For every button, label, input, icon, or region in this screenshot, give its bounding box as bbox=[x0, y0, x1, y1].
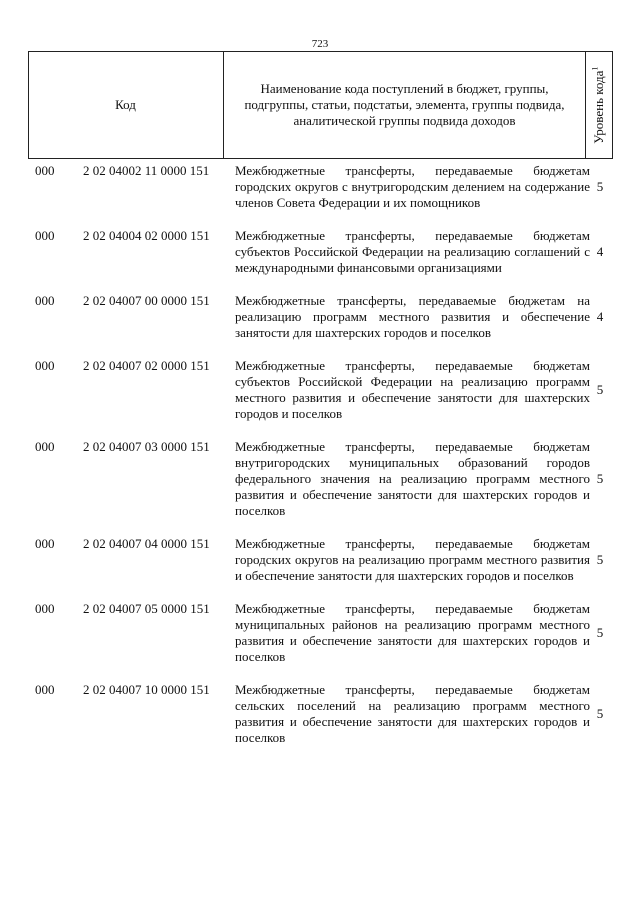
revenue-name: Межбюджетные трансферты, передаваемые бюджетам на реализацию программ местного развития и обеспечение занятости для шахтерских городов и поселков bbox=[235, 293, 590, 340]
table-row bbox=[28, 228, 613, 276]
revenue-code: 2 02 04007 05 0000 151 bbox=[83, 601, 210, 616]
revenue-code: 2 02 04007 03 0000 151 bbox=[83, 439, 210, 454]
admin-code: 000 bbox=[35, 601, 55, 616]
table-row bbox=[28, 439, 613, 519]
revenue-name: Межбюджетные трансферты, передаваемые бюджетам внутригородских муниципальных образований городов федерального значения на реализацию программ местного развития и обеспечение занятости для шахтерских городов и поселков bbox=[235, 439, 590, 518]
revenue-code: 2 02 04007 02 0000 151 bbox=[83, 358, 210, 373]
code-level: 4 bbox=[596, 309, 604, 324]
admin-code: 000 bbox=[35, 293, 55, 308]
revenue-code: 2 02 04007 04 0000 151 bbox=[83, 536, 210, 551]
revenue-code: 2 02 04007 10 0000 151 bbox=[83, 682, 210, 697]
revenue-name: Межбюджетные трансферты, передаваемые бюджетам сельских поселений на реализацию программ местного развития и обеспечение занятости для шахтерских городов и поселков bbox=[235, 682, 590, 745]
header-name: Наименование кода поступлений в бюджет, группы, подгруппы, статьи, подстатьи, элемента, группы подвида, аналитической группы подвида доходов bbox=[244, 81, 565, 128]
revenue-name: Межбюджетные трансферты, передаваемые бюджетам городских округов на реализацию программ местного развития и обеспечение занятости для шахтерских городов и поселков bbox=[235, 536, 590, 583]
admin-code: 000 bbox=[35, 358, 55, 373]
code-level: 5 bbox=[596, 382, 604, 397]
table-row bbox=[28, 358, 613, 422]
code-level: 5 bbox=[596, 706, 604, 721]
revenue-name: Межбюджетные трансферты, передаваемые бюджетам городских округов с внутригородским делением на содержание членов Совета Федерации и их помощников bbox=[235, 163, 590, 210]
code-level: 4 bbox=[596, 244, 604, 259]
admin-code: 000 bbox=[35, 682, 55, 697]
revenue-name: Межбюджетные трансферты, передаваемые бюджетам субъектов Российской Федерации на реализацию соглашений с международными финансовыми организациями bbox=[235, 228, 590, 275]
table-row bbox=[28, 682, 613, 746]
code-level: 5 bbox=[596, 625, 604, 640]
table-row bbox=[28, 163, 613, 211]
admin-code: 000 bbox=[35, 228, 55, 243]
table-row bbox=[28, 536, 613, 584]
table-header bbox=[28, 51, 613, 159]
header-level-footnote: 1 bbox=[590, 66, 600, 71]
admin-code: 000 bbox=[35, 163, 55, 178]
code-level: 5 bbox=[596, 552, 604, 567]
revenue-code: 2 02 04007 00 0000 151 bbox=[83, 293, 210, 308]
page-number: 723 bbox=[311, 38, 329, 50]
table-row bbox=[28, 601, 613, 665]
admin-code: 000 bbox=[35, 439, 55, 454]
revenue-name: Межбюджетные трансферты, передаваемые бюджетам муниципальных районов на реализацию программ местного развития и обеспечение занятости для шахтерских городов и поселков bbox=[235, 601, 590, 664]
revenue-name: Межбюджетные трансферты, передаваемые бюджетам субъектов Российской Федерации на реализацию программ местного развития и обеспечение занятости для шахтерских городов и поселков bbox=[235, 358, 590, 421]
table-body bbox=[28, 163, 613, 746]
revenue-code: 2 02 04004 02 0000 151 bbox=[83, 228, 210, 243]
admin-code: 000 bbox=[35, 536, 55, 551]
table-row bbox=[28, 293, 613, 341]
header-level bbox=[585, 52, 612, 158]
code-level: 5 bbox=[596, 471, 604, 486]
header-code: Код bbox=[115, 97, 136, 112]
code-level: 5 bbox=[596, 179, 604, 194]
revenue-code: 2 02 04002 11 0000 151 bbox=[83, 163, 210, 178]
header-level-label: Уровень кода bbox=[590, 70, 606, 144]
